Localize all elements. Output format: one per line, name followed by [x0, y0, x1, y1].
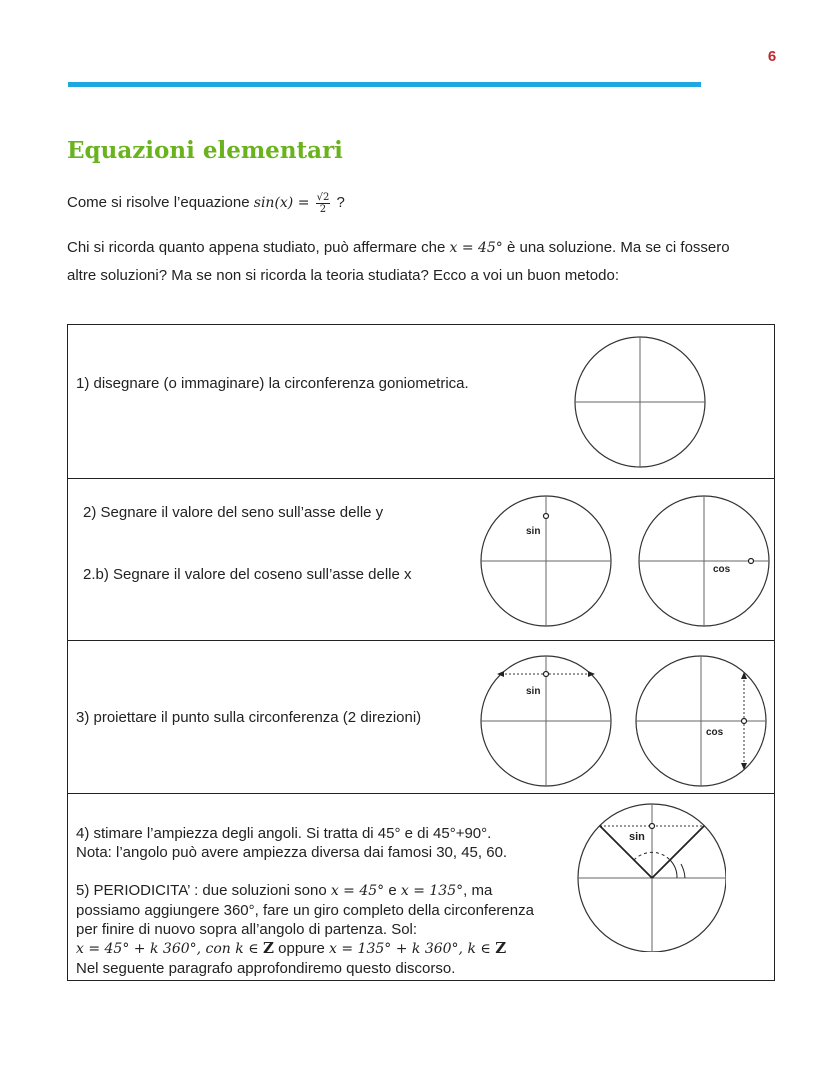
step1-text: 1) disegnare (o immaginare) la circonferenza goniometrica.: [76, 375, 469, 392]
sin-label: sin: [629, 831, 645, 843]
intro-part1: Chi si ricorda quanto appena studiato, può affermare che: [67, 239, 450, 256]
step5-m1: x = 45°: [330, 883, 385, 899]
intro-part2: è una soluzione. Ma se ci fossero altre soluzioni? Ma se non si ricorda la teoria studiata? Ecco a voi un buon metodo:: [67, 239, 730, 284]
step4-line1: 4) stimare l’ampiezza degli angoli. Si tratta di 45° e di 45°+90°.: [76, 825, 492, 842]
step5-paragraph: [76, 881, 556, 939]
step5-z2: Z: [495, 939, 507, 957]
sine-point: [544, 514, 549, 519]
step4-line2: Nota: l’angolo può avere ampiezza diversa dai famosi 30, 45, 60.: [76, 844, 508, 861]
method-table: [67, 324, 775, 981]
angle-arc-45: [670, 860, 677, 878]
step3-text: 3) proiettare il punto sulla circonferenza (2 direzioni): [76, 709, 422, 726]
angle-ray-45: [652, 826, 704, 878]
section-title: Equazioni elementari: [67, 137, 343, 164]
step5-c: , ma possiamo aggiungere 360°, fare un giro completo della circonferenza per finire di nuovo sopra all’angolo di partenza. Sol:: [76, 882, 534, 938]
arrow-right-icon: [588, 671, 595, 677]
step5-oppure: oppure: [273, 940, 330, 957]
fraction-denominator: 2: [319, 203, 327, 215]
question-expr: sin(x) =: [253, 195, 310, 211]
step5-last: Nel seguente paragrafo approfondiremo questo discorso.: [76, 960, 456, 977]
step2b-text: 2.b) Segnare il valore del coseno sull’asse delle x: [83, 566, 412, 583]
step4-5-text: [76, 824, 556, 978]
arrow-up-icon: [741, 672, 747, 679]
step5-sol2: x = 135° + k 360°, k ∈: [329, 941, 496, 957]
cosine-point: [742, 719, 747, 724]
unit-circle-diagram: [573, 335, 707, 469]
intro-math: x = 45°: [449, 240, 503, 256]
question-paragraph: [67, 191, 767, 215]
step5-a: 5) PERIODICITA’ : due soluzioni sono: [76, 882, 331, 899]
sine-point: [650, 824, 655, 829]
cos-label: cos: [713, 564, 731, 575]
page-number: 6: [767, 48, 777, 65]
top-rule: [68, 82, 701, 87]
step2-text: 2) Segnare il valore del seno sull’asse delle y: [83, 504, 384, 521]
question-suffix: ?: [332, 194, 345, 211]
angle-diagram: [576, 802, 726, 952]
question-prefix: Come si risolve l’equazione: [67, 194, 254, 211]
sine-projection-diagram: [479, 654, 613, 788]
table-row-4: [68, 794, 774, 980]
sine-circle-diagram: [479, 494, 613, 628]
table-row-3: [68, 641, 774, 794]
table-row-1: [68, 325, 774, 479]
cosine-circle-diagram: [637, 494, 771, 628]
sine-point: [544, 672, 549, 677]
arrow-down-icon: [741, 763, 747, 770]
table-row-2: [68, 479, 774, 641]
spacer: [76, 862, 556, 881]
step5-z1: Z: [263, 939, 274, 957]
angle-arc-45-double: [681, 864, 685, 878]
intro-paragraph: [67, 234, 737, 290]
fraction: [316, 192, 331, 215]
arrow-left-icon: [497, 671, 504, 677]
step5-sol1: x = 45° + k 360°, con k ∈: [76, 941, 264, 957]
step5-solution: [76, 939, 556, 959]
cos-label: cos: [706, 727, 724, 738]
cosine-point: [749, 559, 754, 564]
step5-b: e: [384, 882, 401, 899]
fraction-numerator: √2: [316, 191, 330, 203]
sin-label: sin: [526, 526, 541, 537]
step5-m2: x = 135°: [400, 883, 464, 899]
cosine-projection-diagram: [634, 654, 768, 788]
sin-label: sin: [526, 686, 541, 697]
